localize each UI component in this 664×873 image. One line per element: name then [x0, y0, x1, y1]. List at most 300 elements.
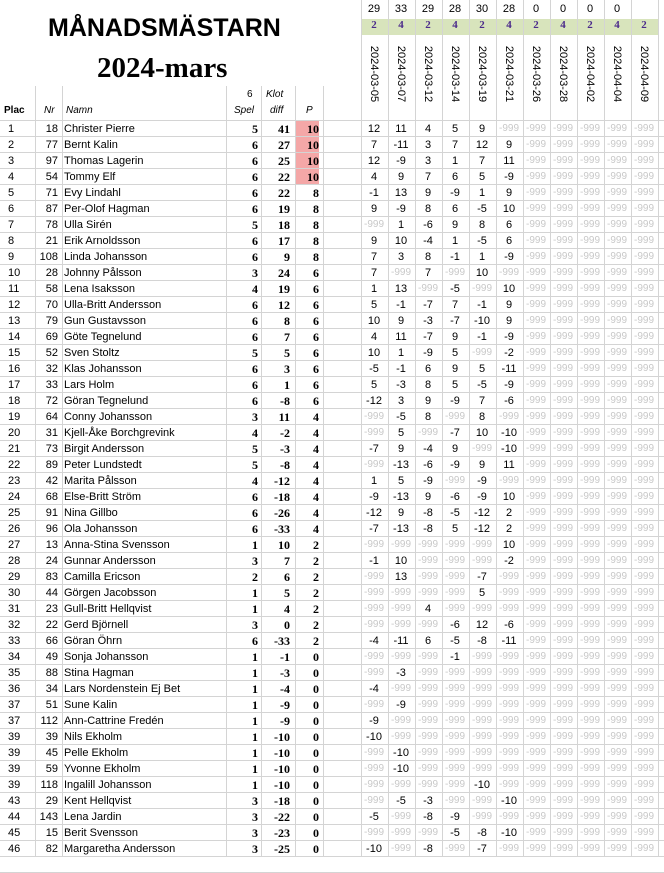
cell-score[interactable]: -999: [417, 683, 438, 694]
cell-diff[interactable]: 7: [284, 330, 290, 344]
cell-score[interactable]: -999: [471, 667, 492, 678]
cell-diff[interactable]: -10: [274, 746, 290, 760]
cell-spel[interactable]: 5: [252, 346, 258, 360]
table-row[interactable]: [0, 713, 664, 729]
cell-score[interactable]: -999: [525, 379, 546, 390]
cell-namn[interactable]: Lars Nordenstein Ej Bet: [64, 683, 181, 695]
cell-nr[interactable]: 82: [45, 843, 58, 855]
cell-score[interactable]: 6: [451, 203, 459, 215]
table-row[interactable]: [0, 745, 664, 761]
cell-points[interactable]: 10: [296, 137, 319, 153]
cell-score[interactable]: 8: [424, 251, 432, 263]
cell-score[interactable]: -999: [579, 667, 600, 678]
cell-score[interactable]: -999: [363, 587, 384, 598]
cell-score[interactable]: 8: [478, 219, 486, 231]
cell-score[interactable]: 1: [451, 155, 459, 167]
cell-score[interactable]: -1: [450, 651, 460, 663]
cell-namn[interactable]: Klas Johansson: [64, 363, 142, 375]
cell-nr[interactable]: 118: [40, 779, 58, 791]
cell-score[interactable]: -5: [477, 235, 487, 247]
cell-score[interactable]: -999: [525, 251, 546, 262]
cell-score[interactable]: 3: [397, 251, 405, 263]
cell-score[interactable]: -999: [633, 395, 654, 406]
cell-score[interactable]: -999: [579, 763, 600, 774]
cell-score[interactable]: -9: [450, 187, 460, 199]
cell-score[interactable]: -999: [525, 299, 546, 310]
cell-points[interactable]: 4: [313, 410, 319, 424]
cell-score[interactable]: -999: [606, 779, 627, 790]
cell-score[interactable]: -999: [579, 699, 600, 710]
cell-diff[interactable]: 19: [278, 202, 290, 216]
cell-namn[interactable]: Peter Lundstedt: [64, 459, 142, 471]
cell-score[interactable]: -13: [393, 523, 409, 535]
cell-namn[interactable]: Ola Johansson: [64, 523, 138, 535]
cell-score[interactable]: -999: [417, 731, 438, 742]
cell-score[interactable]: -999: [633, 699, 654, 710]
cell-diff[interactable]: 10: [278, 538, 290, 552]
cell-score[interactable]: -999: [444, 731, 465, 742]
cell-score[interactable]: -999: [471, 651, 492, 662]
cell-nr[interactable]: 21: [45, 235, 58, 247]
cell-score[interactable]: -999: [363, 539, 384, 550]
cell-score[interactable]: -12: [474, 523, 490, 535]
cell-score[interactable]: -7: [369, 443, 379, 455]
cell-score[interactable]: 8: [424, 411, 432, 423]
cell-score[interactable]: -999: [633, 235, 654, 246]
cell-spel[interactable]: 1: [252, 762, 258, 776]
cell-namn[interactable]: Ann-Cattrine Fredén: [64, 715, 164, 727]
cell-score[interactable]: -999: [525, 539, 546, 550]
cell-spel[interactable]: 1: [252, 778, 258, 792]
cell-score[interactable]: -999: [444, 267, 465, 278]
cell-plac[interactable]: 14: [8, 331, 21, 343]
cell-score[interactable]: 5: [451, 379, 459, 391]
cell-nr[interactable]: 72: [45, 395, 58, 407]
cell-score[interactable]: -999: [525, 603, 546, 614]
cell-score[interactable]: -999: [444, 603, 465, 614]
cell-namn[interactable]: Lena Isaksson: [64, 283, 135, 295]
cell-score[interactable]: -999: [525, 411, 546, 422]
cell-score[interactable]: -999: [390, 539, 411, 550]
cell-score[interactable]: 10: [502, 491, 516, 503]
cell-plac[interactable]: 12: [8, 299, 21, 311]
cell-spel[interactable]: 3: [252, 810, 258, 824]
cell-nr[interactable]: 45: [45, 747, 58, 759]
cell-score[interactable]: -999: [633, 443, 654, 454]
cell-score[interactable]: -999: [498, 411, 519, 422]
cell-score[interactable]: -999: [552, 827, 573, 838]
cell-score[interactable]: -9: [450, 811, 460, 823]
cell-score[interactable]: -3: [396, 667, 406, 679]
cell-spel[interactable]: 3: [252, 554, 258, 568]
cell-score[interactable]: -999: [552, 315, 573, 326]
cell-score[interactable]: 12: [475, 139, 489, 151]
cell-score[interactable]: -999: [606, 395, 627, 406]
cell-score[interactable]: -999: [579, 619, 600, 630]
cell-diff[interactable]: -10: [274, 778, 290, 792]
cell-spel[interactable]: 1: [252, 666, 258, 680]
cell-score[interactable]: -999: [498, 587, 519, 598]
cell-score[interactable]: -999: [417, 763, 438, 774]
cell-score[interactable]: 9: [397, 443, 405, 455]
cell-score[interactable]: -999: [552, 267, 573, 278]
cell-score[interactable]: -999: [633, 843, 654, 854]
cell-nr[interactable]: 42: [45, 475, 58, 487]
cell-diff[interactable]: 5: [284, 346, 290, 360]
cell-score[interactable]: -999: [606, 699, 627, 710]
cell-score[interactable]: 7: [424, 171, 432, 183]
table-row[interactable]: [0, 169, 664, 185]
cell-score[interactable]: -10: [501, 427, 517, 439]
cell-diff[interactable]: 19: [278, 282, 290, 296]
cell-score[interactable]: -5: [477, 379, 487, 391]
cell-score[interactable]: -999: [579, 139, 600, 150]
cell-score[interactable]: -999: [525, 459, 546, 470]
cell-score[interactable]: -999: [471, 603, 492, 614]
cell-namn[interactable]: Berit Svensson: [64, 827, 138, 839]
cell-points[interactable]: 2: [313, 538, 319, 552]
cell-plac[interactable]: 35: [8, 667, 21, 679]
cell-diff[interactable]: -3: [280, 442, 290, 456]
cell-diff[interactable]: -18: [274, 794, 290, 808]
cell-score[interactable]: -999: [417, 283, 438, 294]
cell-score[interactable]: -7: [450, 427, 460, 439]
cell-score[interactable]: -1: [369, 187, 379, 199]
cell-score[interactable]: -999: [579, 571, 600, 582]
cell-score[interactable]: -999: [498, 267, 519, 278]
cell-score[interactable]: -999: [579, 203, 600, 214]
cell-score[interactable]: -999: [552, 251, 573, 262]
cell-diff[interactable]: 8: [284, 314, 290, 328]
cell-score[interactable]: -999: [606, 539, 627, 550]
cell-score[interactable]: 9: [478, 123, 486, 135]
cell-spel[interactable]: 6: [252, 138, 258, 152]
cell-spel[interactable]: 3: [252, 266, 258, 280]
cell-score[interactable]: 10: [367, 347, 381, 359]
cell-diff[interactable]: -25: [274, 842, 290, 856]
cell-nr[interactable]: 49: [45, 651, 58, 663]
cell-points[interactable]: 0: [313, 714, 319, 728]
cell-score[interactable]: -999: [552, 363, 573, 374]
cell-plac[interactable]: 10: [8, 267, 21, 279]
cell-score[interactable]: -999: [498, 123, 519, 134]
cell-score[interactable]: -999: [444, 715, 465, 726]
cell-score[interactable]: -999: [633, 347, 654, 358]
cell-score[interactable]: -999: [390, 603, 411, 614]
cell-score[interactable]: 10: [502, 203, 516, 215]
cell-nr[interactable]: 32: [45, 363, 58, 375]
cell-nr[interactable]: 68: [45, 491, 58, 503]
table-row[interactable]: [0, 409, 664, 425]
cell-score[interactable]: -999: [552, 715, 573, 726]
cell-score[interactable]: -4: [369, 635, 379, 647]
cell-score[interactable]: -999: [525, 283, 546, 294]
cell-score[interactable]: -999: [498, 843, 519, 854]
cell-plac[interactable]: 37: [8, 699, 21, 711]
cell-score[interactable]: -999: [525, 699, 546, 710]
cell-namn[interactable]: Margaretha Andersson: [64, 843, 176, 855]
cell-namn[interactable]: Ulla Sirén: [64, 219, 112, 231]
cell-points[interactable]: 0: [313, 762, 319, 776]
cell-score[interactable]: -999: [606, 219, 627, 230]
cell-score[interactable]: -999: [498, 475, 519, 486]
cell-score[interactable]: -999: [579, 779, 600, 790]
cell-namn[interactable]: Görgen Jacobsson: [64, 587, 157, 599]
cell-score[interactable]: -999: [579, 683, 600, 694]
cell-score[interactable]: -999: [363, 411, 384, 422]
cell-score[interactable]: -10: [501, 795, 517, 807]
cell-score[interactable]: -2: [504, 347, 514, 359]
cell-score[interactable]: -999: [363, 571, 384, 582]
cell-score[interactable]: -2: [504, 555, 514, 567]
cell-score[interactable]: -10: [501, 827, 517, 839]
cell-namn[interactable]: Per-Olof Hagman: [64, 203, 150, 215]
cell-diff[interactable]: 9: [284, 250, 290, 264]
cell-score[interactable]: -999: [633, 475, 654, 486]
cell-score[interactable]: -5: [369, 811, 379, 823]
table-row[interactable]: [0, 265, 664, 281]
cell-points[interactable]: 4: [313, 426, 319, 440]
cell-points[interactable]: 4: [313, 490, 319, 504]
table-row[interactable]: [0, 585, 664, 601]
cell-score[interactable]: -999: [633, 779, 654, 790]
cell-score[interactable]: -999: [525, 619, 546, 630]
cell-points[interactable]: 6: [313, 330, 319, 344]
cell-diff[interactable]: 17: [278, 234, 290, 248]
cell-score[interactable]: -999: [552, 155, 573, 166]
cell-score[interactable]: -999: [444, 571, 465, 582]
cell-score[interactable]: -999: [552, 667, 573, 678]
cell-score[interactable]: -999: [606, 187, 627, 198]
cell-plac[interactable]: 9: [8, 251, 15, 263]
cell-namn[interactable]: Göran Öhrn: [64, 635, 123, 647]
cell-score[interactable]: -999: [552, 331, 573, 342]
cell-spel[interactable]: 6: [252, 362, 258, 376]
cell-points[interactable]: 4: [313, 522, 319, 536]
cell-score[interactable]: -999: [579, 187, 600, 198]
cell-score[interactable]: -4: [423, 235, 433, 247]
table-row[interactable]: [0, 793, 664, 809]
cell-nr[interactable]: 91: [45, 507, 58, 519]
cell-score[interactable]: 5: [451, 123, 459, 135]
cell-score[interactable]: 4: [424, 123, 432, 135]
cell-score[interactable]: 9: [397, 315, 405, 327]
cell-score[interactable]: -7: [423, 331, 433, 343]
cell-spel[interactable]: 6: [252, 234, 258, 248]
cell-diff[interactable]: 22: [278, 186, 290, 200]
cell-diff[interactable]: -2: [280, 426, 290, 440]
cell-nr[interactable]: 39: [45, 731, 58, 743]
cell-score[interactable]: -999: [606, 379, 627, 390]
cell-nr[interactable]: 24: [45, 555, 58, 567]
cell-score[interactable]: -999: [471, 715, 492, 726]
cell-score[interactable]: -999: [390, 811, 411, 822]
cell-plac[interactable]: 39: [8, 763, 21, 775]
cell-score[interactable]: 1: [451, 235, 459, 247]
cell-score[interactable]: -999: [552, 411, 573, 422]
cell-score[interactable]: -999: [606, 411, 627, 422]
cell-points[interactable]: 0: [313, 650, 319, 664]
cell-score[interactable]: -9: [450, 459, 460, 471]
cell-nr[interactable]: 59: [45, 763, 58, 775]
cell-score[interactable]: -12: [366, 395, 382, 407]
cell-score[interactable]: -5: [396, 795, 406, 807]
cell-spel[interactable]: 1: [252, 602, 258, 616]
cell-score[interactable]: 9: [424, 187, 432, 199]
cell-score[interactable]: 7: [478, 155, 486, 167]
cell-points[interactable]: 2: [313, 602, 319, 616]
cell-score[interactable]: -999: [525, 507, 546, 518]
cell-namn[interactable]: Thomas Lagerin: [64, 155, 144, 167]
cell-score[interactable]: -5: [450, 635, 460, 647]
table-row[interactable]: [0, 841, 664, 857]
table-row[interactable]: [0, 505, 664, 521]
cell-score[interactable]: -999: [606, 427, 627, 438]
cell-score[interactable]: -999: [363, 219, 384, 230]
cell-score[interactable]: -999: [552, 347, 573, 358]
cell-nr[interactable]: 96: [45, 523, 58, 535]
cell-diff[interactable]: -33: [274, 634, 290, 648]
cell-points[interactable]: 0: [313, 666, 319, 680]
cell-score[interactable]: -12: [366, 507, 382, 519]
cell-score[interactable]: -999: [633, 187, 654, 198]
cell-score[interactable]: -999: [633, 299, 654, 310]
cell-diff[interactable]: -10: [274, 762, 290, 776]
cell-points[interactable]: 4: [313, 506, 319, 520]
cell-score[interactable]: -999: [444, 555, 465, 566]
table-row[interactable]: [0, 345, 664, 361]
cell-score[interactable]: 4: [370, 331, 378, 343]
cell-nr[interactable]: 71: [45, 187, 58, 199]
cell-points[interactable]: 6: [313, 362, 319, 376]
cell-spel[interactable]: 6: [252, 298, 258, 312]
table-row[interactable]: [0, 489, 664, 505]
cell-plac[interactable]: 15: [8, 347, 21, 359]
cell-plac[interactable]: 22: [8, 459, 21, 471]
cell-score[interactable]: -999: [552, 395, 573, 406]
cell-nr[interactable]: 73: [45, 443, 58, 455]
cell-nr[interactable]: 13: [45, 539, 58, 551]
cell-score[interactable]: -10: [393, 763, 409, 775]
cell-score[interactable]: -999: [552, 283, 573, 294]
cell-score[interactable]: -999: [606, 683, 627, 694]
cell-score[interactable]: -999: [633, 635, 654, 646]
cell-score[interactable]: -999: [633, 619, 654, 630]
cell-points[interactable]: 0: [313, 826, 319, 840]
cell-score[interactable]: -999: [444, 779, 465, 790]
cell-nr[interactable]: 58: [45, 283, 58, 295]
cell-spel[interactable]: 3: [252, 842, 258, 856]
cell-score[interactable]: -999: [579, 843, 600, 854]
cell-score[interactable]: -999: [363, 763, 384, 774]
cell-score[interactable]: -999: [525, 811, 546, 822]
cell-diff[interactable]: -8: [280, 458, 290, 472]
cell-score[interactable]: 6: [424, 363, 432, 375]
cell-score[interactable]: 7: [370, 139, 378, 151]
cell-score[interactable]: -999: [498, 571, 519, 582]
cell-score[interactable]: -1: [450, 251, 460, 263]
cell-score[interactable]: -999: [579, 331, 600, 342]
cell-score[interactable]: -999: [471, 283, 492, 294]
cell-spel[interactable]: 5: [252, 458, 258, 472]
cell-points[interactable]: 6: [313, 266, 319, 280]
cell-nr[interactable]: 51: [45, 699, 58, 711]
cell-plac[interactable]: 30: [8, 587, 21, 599]
cell-namn[interactable]: Pelle Ekholm: [64, 747, 129, 759]
cell-diff[interactable]: -9: [280, 714, 290, 728]
cell-spel[interactable]: 6: [252, 170, 258, 184]
cell-score[interactable]: -999: [606, 747, 627, 758]
table-row[interactable]: [0, 697, 664, 713]
cell-score[interactable]: -999: [606, 331, 627, 342]
cell-score[interactable]: 10: [502, 283, 516, 295]
cell-score[interactable]: -7: [477, 843, 487, 855]
cell-namn[interactable]: Kjell-Åke Borchgrevink: [64, 427, 175, 439]
cell-plac[interactable]: 46: [8, 843, 21, 855]
cell-diff[interactable]: 7: [284, 554, 290, 568]
cell-score[interactable]: -999: [606, 491, 627, 502]
cell-score[interactable]: -999: [579, 411, 600, 422]
cell-score[interactable]: -999: [525, 555, 546, 566]
cell-score[interactable]: 6: [505, 219, 513, 231]
cell-score[interactable]: 5: [478, 363, 486, 375]
cell-namn[interactable]: Gunnar Andersson: [64, 555, 156, 567]
cell-score[interactable]: -9: [369, 491, 379, 503]
cell-score[interactable]: 9: [424, 491, 432, 503]
cell-score[interactable]: -999: [633, 795, 654, 806]
cell-score[interactable]: -999: [525, 635, 546, 646]
cell-score[interactable]: -9: [396, 155, 406, 167]
cell-score[interactable]: -999: [417, 587, 438, 598]
cell-score[interactable]: -999: [633, 123, 654, 134]
cell-score[interactable]: -999: [552, 203, 573, 214]
cell-namn[interactable]: Conny Johansson: [64, 411, 153, 423]
cell-score[interactable]: -999: [606, 459, 627, 470]
cell-points[interactable]: 2: [313, 554, 319, 568]
cell-score[interactable]: -999: [525, 715, 546, 726]
cell-points[interactable]: 10: [296, 121, 319, 137]
cell-score[interactable]: -999: [498, 779, 519, 790]
cell-score[interactable]: -9: [504, 171, 514, 183]
cell-namn[interactable]: Kent Hellqvist: [64, 795, 132, 807]
cell-namn[interactable]: Marita Pålsson: [64, 475, 137, 487]
cell-spel[interactable]: 6: [252, 330, 258, 344]
cell-score[interactable]: -999: [606, 347, 627, 358]
cell-score[interactable]: -999: [498, 667, 519, 678]
cell-nr[interactable]: 89: [45, 459, 58, 471]
cell-score[interactable]: 9: [424, 395, 432, 407]
cell-plac[interactable]: 39: [8, 779, 21, 791]
cell-namn[interactable]: Göran Tegnelund: [64, 395, 149, 407]
cell-diff[interactable]: 0: [284, 618, 290, 632]
cell-namn[interactable]: Ingalill Johansson: [64, 779, 152, 791]
cell-score[interactable]: -999: [633, 363, 654, 374]
cell-spel[interactable]: 4: [252, 474, 258, 488]
cell-score[interactable]: -999: [471, 731, 492, 742]
cell-score[interactable]: -999: [579, 267, 600, 278]
cell-points[interactable]: 8: [313, 218, 319, 232]
cell-plac[interactable]: 27: [8, 539, 21, 551]
cell-score[interactable]: -999: [417, 651, 438, 662]
table-row[interactable]: [0, 281, 664, 297]
cell-plac[interactable]: 37: [8, 715, 21, 727]
cell-score[interactable]: -999: [525, 123, 546, 134]
cell-score[interactable]: 1: [370, 475, 378, 487]
cell-score[interactable]: -999: [579, 555, 600, 566]
cell-score[interactable]: -999: [606, 251, 627, 262]
cell-points[interactable]: 0: [313, 778, 319, 792]
cell-score[interactable]: -999: [363, 603, 384, 614]
